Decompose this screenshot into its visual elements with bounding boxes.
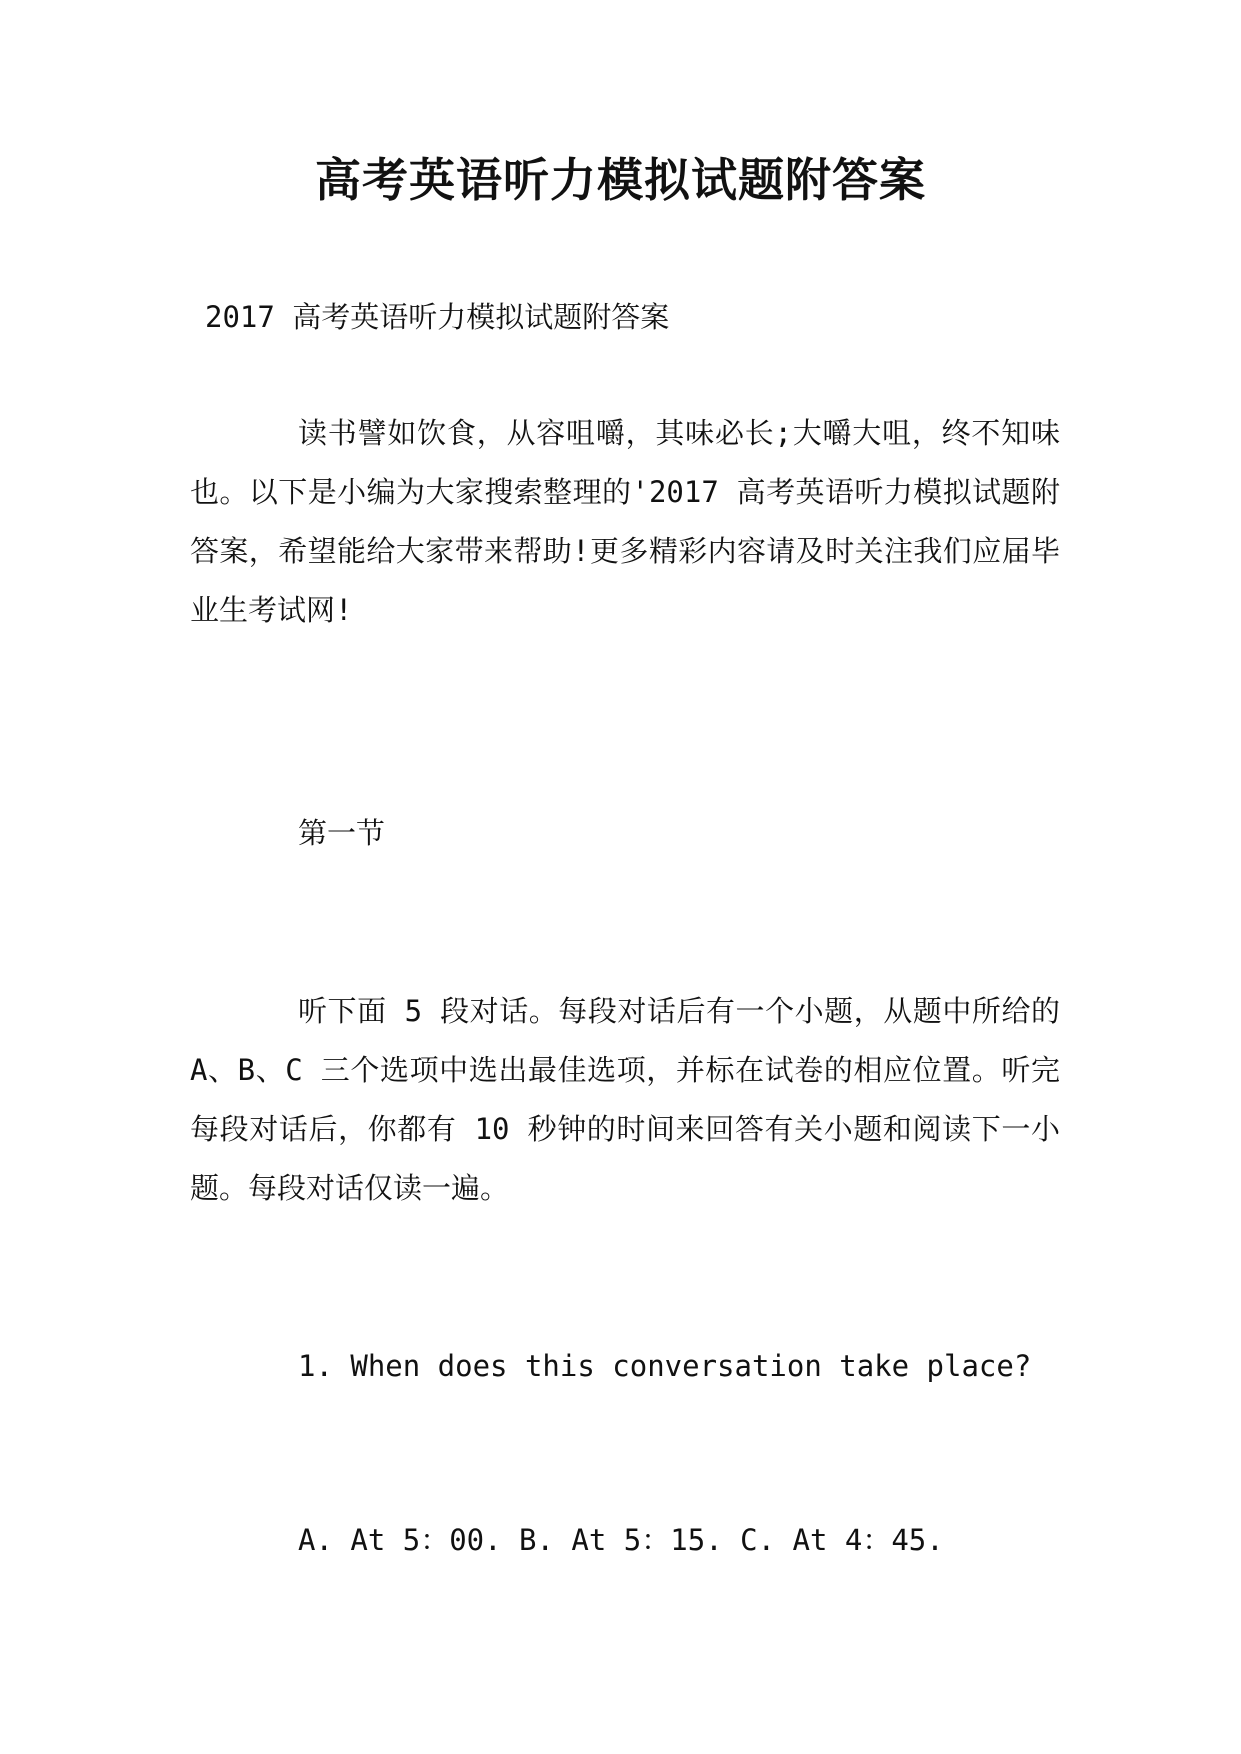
instructions-paragraph: 听下面 5 段对话。每段对话后有一个小题，从题中所给的 A、B、C 三个选项中选出最佳选项，并标在试卷的相应位置。听完每段对话后，你都有 10 秒钟的时间来回答有关小题和阅读下一小题。每段对话仅读一遍。	[190, 994, 1060, 1205]
question-1-options: A. At 5：00. B. At 5：15. C. At 4：45.	[298, 1523, 944, 1557]
section-label: 第一节	[298, 816, 386, 850]
intro-paragraph: 读书譬如饮食，从容咀嚼，其味必长;大嚼大咀，终不知味也。以下是小编为大家搜索整理的'2017 高考英语听力模拟试题附答案，希望能给大家带来帮助!更多精彩内容请及时关注我们应届毕业生考试网!	[190, 416, 1060, 627]
question-1: 1. When does this conversation take place?	[298, 1349, 1032, 1383]
document-title: 高考英语听力模拟试题附答案	[315, 153, 926, 207]
document-subtitle: 2017 高考英语听力模拟试题附答案	[205, 300, 670, 334]
